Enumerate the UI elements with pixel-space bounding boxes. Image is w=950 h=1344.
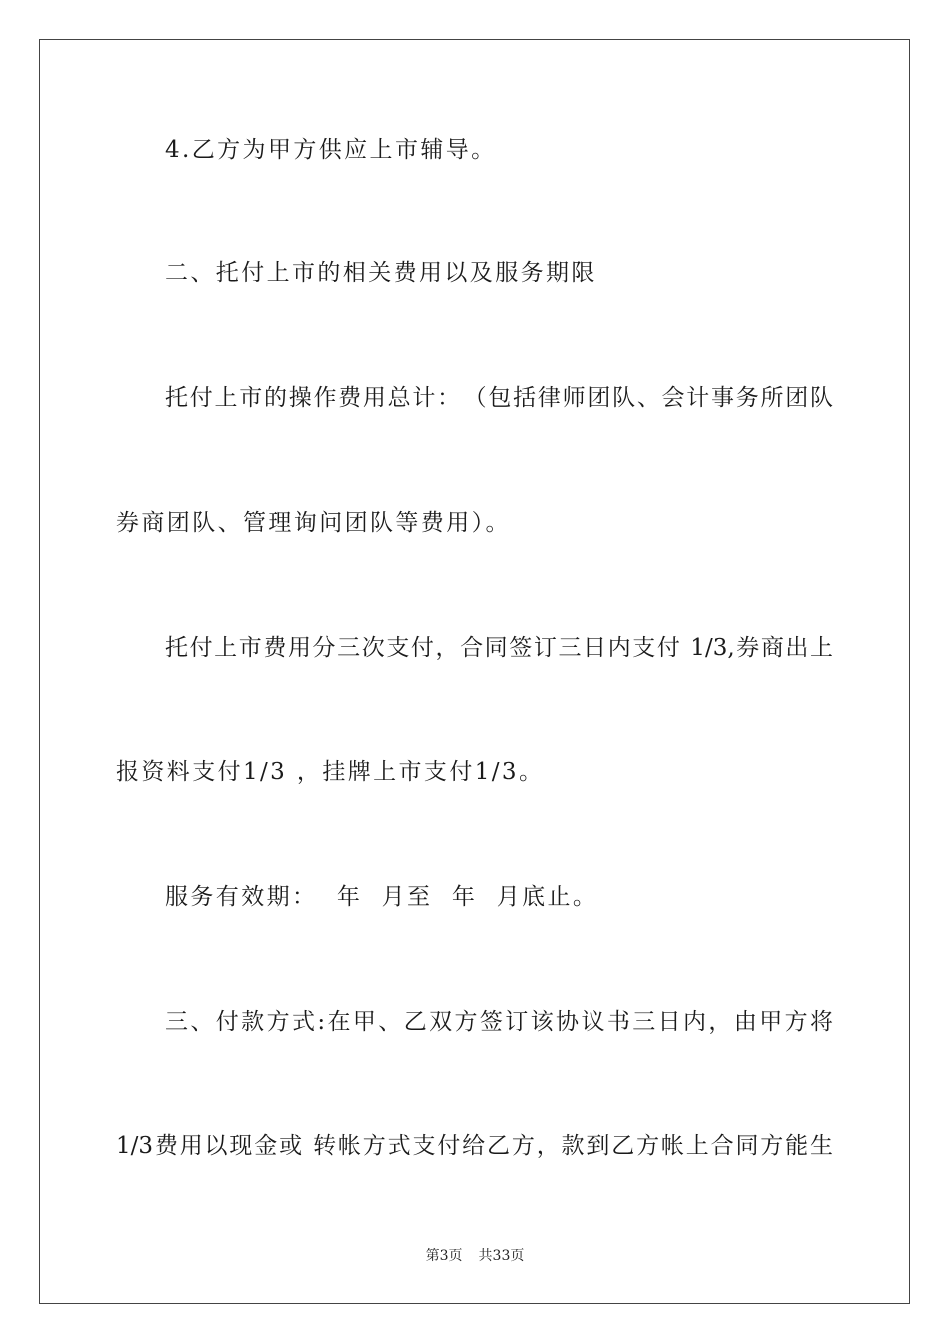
text-line-8: 三、付款方式:在甲、乙双方签订该协议书三日内，由甲方将 — [165, 1009, 833, 1035]
text-line-2: 二、托付上市的相关费用以及服务期限 — [165, 260, 597, 286]
page-total: 共33页 — [478, 1248, 525, 1264]
text-line-4: 券商团队、管理询问团队等费用）。 — [116, 510, 511, 536]
text-line-1: 4.乙方为甲方供应上市辅导。 — [165, 137, 497, 163]
text-line-9: 1/3费用以现金或 转帐方式支付给乙方，款到乙方帐上合同方能生 — [116, 1133, 833, 1159]
page-border — [39, 39, 910, 1304]
page-number: 第3页 — [425, 1248, 463, 1264]
text-line-3: 托付上市的操作费用总计： （包括律师团队、会计事务所团队 — [165, 385, 833, 411]
page-footer — [0, 1246, 950, 1266]
text-line-5: 托付上市费用分三次支付，合同签订三日内支付 1/3,券商出上 — [165, 635, 833, 661]
text-line-7: 服务有效期： 年 月至 年 月底止。 — [165, 884, 599, 910]
text-line-6: 报资料支付1/3 ，挂牌上市支付1/3。 — [116, 759, 545, 785]
